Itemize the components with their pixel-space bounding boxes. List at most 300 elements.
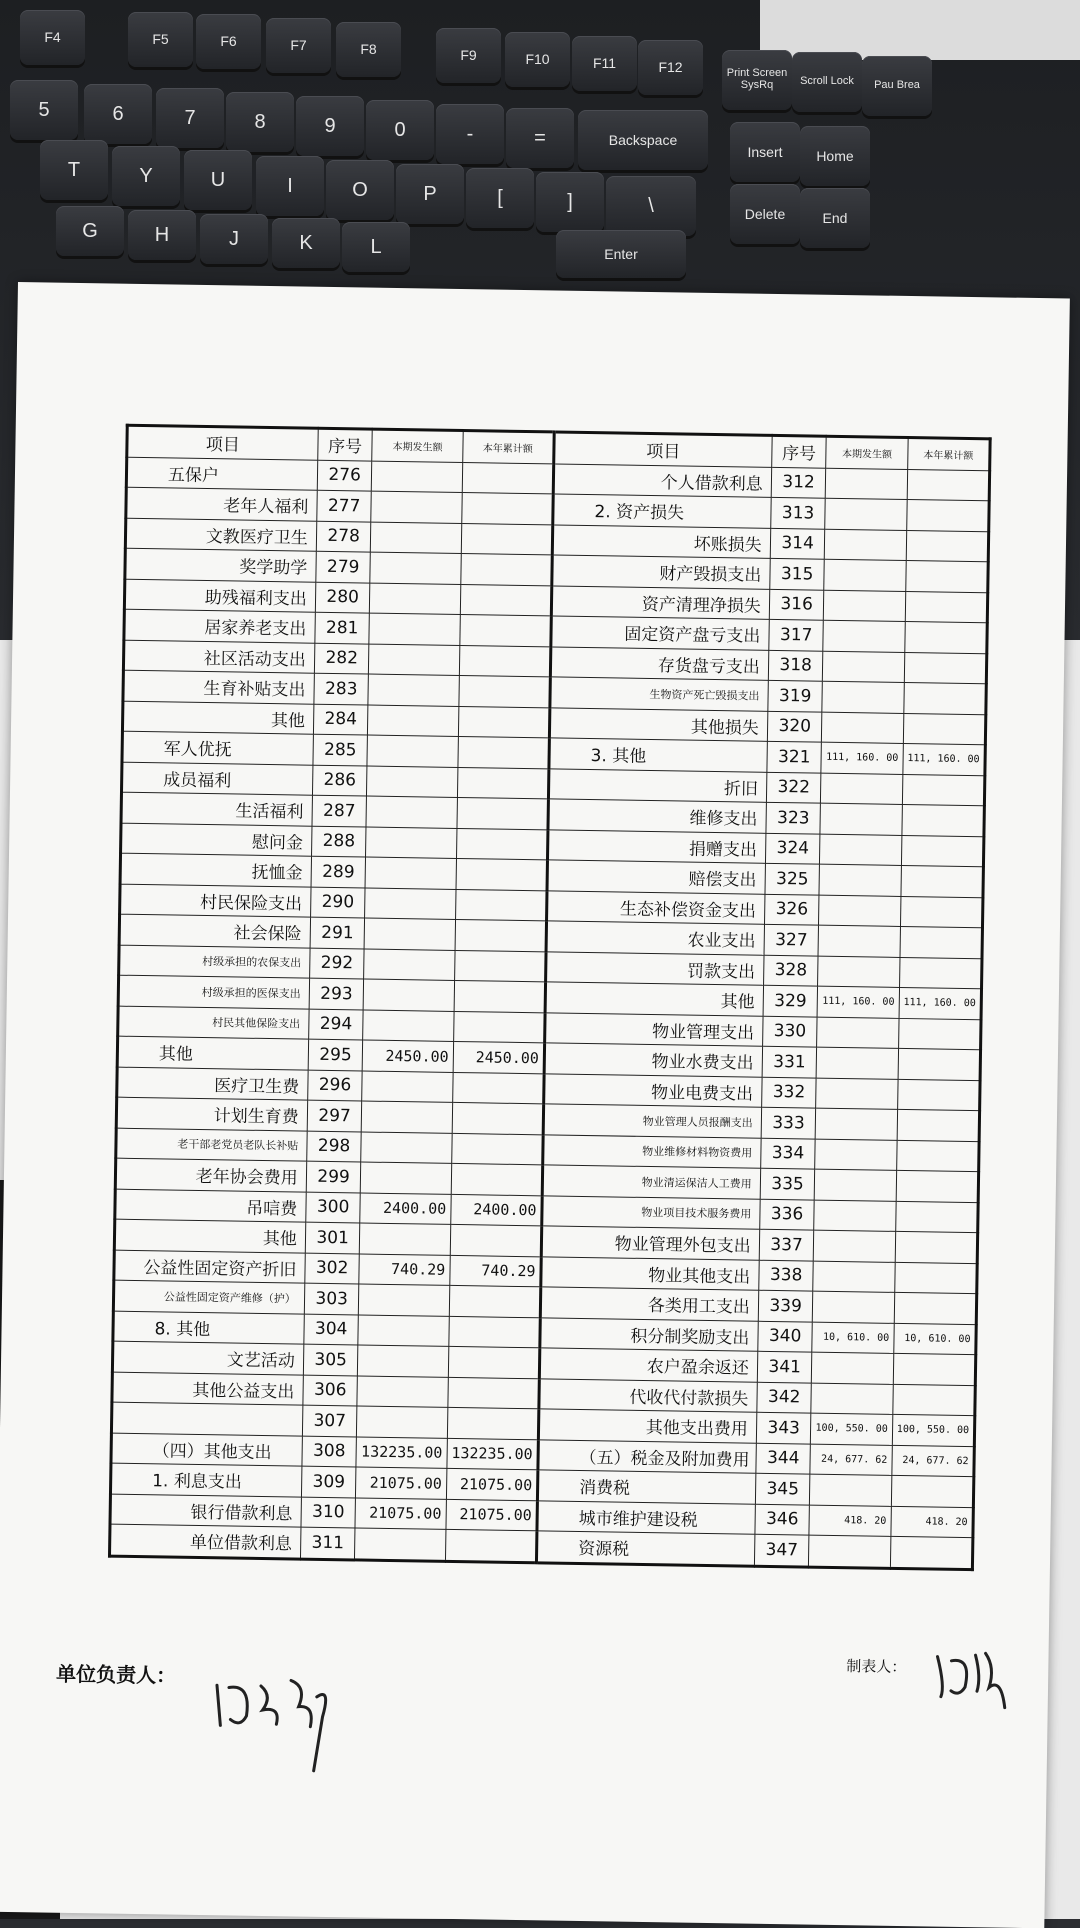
right-ytd-cell (904, 682, 987, 714)
right-current-cell (813, 1291, 895, 1323)
left-current-cell (369, 613, 460, 645)
key-9: 9 (296, 96, 364, 156)
key-scroll-lock: Scroll Lock (792, 52, 862, 112)
right-item-cell: 其他损失 (549, 707, 767, 741)
left-ytd-cell: 132235.00 (447, 1438, 539, 1470)
right-ytd-cell (903, 713, 986, 745)
left-item-cell: 1. 利息支出 (110, 1463, 301, 1496)
left-ytd-cell: 2400.00 (450, 1194, 542, 1226)
left-current-cell (355, 1528, 446, 1561)
left-seq-cell: 303 (304, 1283, 359, 1314)
left-ytd-cell (448, 1346, 540, 1378)
right-current-cell (821, 773, 903, 805)
left-seq-cell: 311 (300, 1527, 355, 1559)
key-f10: F10 (505, 32, 570, 87)
right-ytd-cell: 10, 610. 00 (893, 1323, 976, 1355)
responsible-signature (210, 1665, 352, 1777)
right-ytd-cell (906, 499, 989, 531)
right-item-cell: 生态补偿资金支出 (547, 890, 765, 924)
key-f9: F9 (436, 28, 501, 83)
left-ytd-cell (452, 1102, 544, 1134)
left-current-cell (366, 827, 457, 859)
left-ytd-cell (450, 1224, 542, 1256)
key-0: 0 (366, 100, 434, 160)
left-item-cell: 其他 (122, 701, 313, 734)
right-ytd-cell: 100, 550. 00 (892, 1414, 975, 1446)
left-ytd-cell (458, 736, 550, 768)
left-seq-cell: 295 (308, 1039, 363, 1070)
left-current-cell (361, 1162, 452, 1194)
responsible-label: 单位负责人： (55, 1661, 177, 1688)
right-current-cell (822, 712, 904, 744)
right-seq-cell: 314 (770, 528, 825, 559)
right-item-cell: 物业水费支出 (544, 1043, 762, 1077)
left-ytd-cell (455, 919, 547, 951)
left-item-cell: 村民其他保险支出 (118, 1006, 309, 1039)
left-current-cell (362, 1071, 453, 1103)
left-current-cell (363, 1010, 454, 1042)
right-seq-cell: 320 (767, 711, 822, 742)
right-ytd-cell (901, 865, 984, 897)
right-item-cell: 物业清运保洁人工费用 (542, 1165, 760, 1199)
left-current-cell (365, 888, 456, 920)
left-ytd-cell (462, 462, 554, 494)
left-current-cell (365, 857, 456, 889)
right-item-cell: 生物资产死亡毁损支出 (550, 677, 768, 711)
key-bracket-right: ] (536, 172, 604, 232)
right-current-cell (816, 1078, 898, 1110)
right-item-cell: 物业电费支出 (544, 1073, 762, 1107)
left-seq-cell: 293 (309, 978, 364, 1009)
right-ytd-cell (905, 560, 988, 592)
right-current-cell (817, 1017, 899, 1049)
right-ytd-cell (897, 1079, 980, 1111)
right-seq-cell: 312 (771, 467, 826, 498)
left-ytd-cell (459, 645, 551, 677)
key-enter: Enter (556, 230, 686, 278)
key-equals: = (506, 108, 574, 168)
right-ytd-cell (898, 1048, 981, 1080)
right-current-cell (819, 895, 901, 927)
left-seq-cell: 283 (314, 673, 369, 704)
left-ytd-cell: 21075.00 (446, 1468, 538, 1500)
key-f6: F6 (196, 14, 261, 69)
right-ytd-cell (899, 957, 982, 989)
left-item-cell: 公益性固定资产折旧 (114, 1250, 305, 1283)
key-home: Home (800, 126, 870, 186)
right-current-cell (822, 681, 904, 713)
right-current-cell (815, 1169, 897, 1201)
left-current-cell (361, 1132, 452, 1164)
key-l: L (342, 222, 410, 272)
right-seq-cell: 332 (761, 1077, 816, 1108)
right-current-cell: 111, 160. 00 (821, 742, 903, 774)
left-item-cell: 居家养老支出 (124, 609, 315, 642)
ledger-body (110, 425, 991, 1569)
right-item-cell: 资源税 (536, 1531, 754, 1566)
key-backspace: Backspace (578, 110, 708, 170)
right-ytd-cell (891, 1475, 974, 1507)
left-item-cell: 生活福利 (121, 792, 312, 825)
right-current-cell (818, 925, 900, 957)
left-current-cell (357, 1375, 448, 1407)
right-item-cell: 折旧 (548, 768, 766, 802)
left-item-cell: 老年协会费用 (115, 1158, 306, 1191)
left-ytd-cell (448, 1377, 540, 1409)
right-seq-cell: 330 (762, 1016, 817, 1047)
header-seq-right: 序号 (771, 435, 826, 467)
header-seq-left: 序号 (318, 428, 373, 460)
right-current-cell (812, 1352, 894, 1384)
left-ytd-cell (461, 553, 553, 585)
left-seq-cell: 297 (307, 1100, 362, 1131)
left-ytd-cell (462, 492, 554, 524)
left-item-cell: 老干部老党员老队长补贴 (116, 1128, 307, 1161)
left-item-cell: 助残福利支出 (124, 579, 315, 612)
right-seq-cell: 318 (768, 650, 823, 681)
key-k: K (272, 218, 340, 268)
right-seq-cell: 336 (760, 1199, 815, 1230)
left-ytd-cell (449, 1316, 541, 1348)
left-seq-cell: 306 (303, 1375, 358, 1406)
header-current-right: 本期发生额 (826, 436, 908, 469)
right-item-cell: 资产清理净损失 (551, 585, 769, 619)
key-5: 5 (10, 80, 78, 140)
left-current-cell (367, 766, 458, 798)
left-item-cell: 村级承担的农保支出 (119, 945, 310, 978)
key-delete: Delete (730, 184, 800, 244)
left-ytd-cell (457, 767, 549, 799)
right-item-cell: 物业项目技术服务费用 (542, 1195, 760, 1229)
right-seq-cell: 329 (763, 985, 818, 1016)
left-seq-cell: 305 (303, 1344, 358, 1375)
left-item-cell: 其他公益支出 (112, 1372, 303, 1405)
left-item-cell: 社区活动支出 (123, 640, 314, 673)
left-seq-cell: 304 (304, 1314, 359, 1345)
right-ytd-cell (895, 1231, 978, 1263)
right-item-cell: 物业其他支出 (541, 1256, 759, 1290)
left-current-cell (371, 491, 462, 523)
right-ytd-cell: 24, 677. 62 (892, 1445, 975, 1477)
left-current-cell: 2450.00 (363, 1040, 454, 1072)
left-ytd-cell (454, 950, 546, 982)
right-seq-cell: 342 (757, 1382, 812, 1413)
left-seq-cell: 298 (307, 1131, 362, 1162)
left-item-cell: 文艺活动 (112, 1341, 303, 1374)
right-item-cell: 财产毁损支出 (552, 555, 770, 589)
right-current-cell (820, 834, 902, 866)
left-ytd-cell (445, 1529, 537, 1562)
right-ytd-cell (893, 1384, 976, 1416)
left-current-cell (370, 583, 461, 615)
right-item-cell: 捐赠支出 (548, 829, 766, 863)
right-item-cell: 城市维护建设税 (537, 1500, 755, 1534)
key-o: O (326, 160, 394, 220)
right-ytd-cell: 418. 20 (891, 1506, 974, 1538)
left-seq-cell: 301 (305, 1222, 360, 1253)
right-item-cell: 物业管理支出 (545, 1012, 763, 1046)
right-seq-cell: 326 (764, 894, 819, 925)
right-ytd-cell (893, 1353, 976, 1385)
left-ytd-cell (455, 889, 547, 921)
right-seq-cell: 344 (756, 1443, 811, 1474)
key-f11: F11 (572, 36, 637, 91)
key-bracket-left: [ (466, 168, 534, 228)
key-end: End (800, 188, 870, 248)
right-item-cell: （五）税金及附加费用 (538, 1439, 756, 1473)
left-current-cell (371, 522, 462, 554)
left-seq-cell: 300 (306, 1192, 361, 1223)
right-current-cell (819, 864, 901, 896)
right-ytd-cell (900, 926, 983, 958)
left-item-cell: 老年人福利 (126, 487, 317, 520)
right-current-cell (814, 1200, 896, 1232)
header-item-left: 项目 (127, 425, 318, 459)
right-seq-cell: 335 (760, 1168, 815, 1199)
left-seq-cell: 279 (316, 551, 371, 582)
left-seq-cell: 282 (314, 643, 369, 674)
right-item-cell: 农户盈余返还 (539, 1348, 757, 1382)
right-current-cell (810, 1474, 892, 1506)
right-ytd-cell (902, 804, 985, 836)
left-current-cell (370, 552, 461, 584)
header-ytd-left: 本年累计额 (462, 431, 554, 464)
right-seq-cell: 347 (754, 1534, 809, 1566)
left-item-cell: 军人优抚 (122, 731, 313, 764)
right-item-cell: 罚款支出 (546, 951, 764, 985)
right-current-cell (813, 1261, 895, 1293)
right-item-cell: 其他 (545, 982, 763, 1016)
right-item-cell: 维修支出 (548, 799, 766, 833)
left-current-cell (358, 1314, 449, 1346)
header-ytd-right: 本年累计额 (907, 437, 990, 470)
left-item-cell: 银行借款利息 (110, 1494, 301, 1527)
left-item-cell: 社会保险 (119, 914, 310, 947)
left-current-cell (364, 949, 455, 981)
left-item-cell: 公益性固定资产维修（护） (113, 1280, 304, 1313)
right-ytd-cell (902, 774, 985, 806)
right-seq-cell: 317 (769, 619, 824, 650)
right-current-cell: 111, 160. 00 (818, 986, 900, 1018)
left-current-cell (357, 1406, 448, 1438)
right-seq-cell: 325 (765, 863, 820, 894)
key-f4: F4 (20, 10, 85, 65)
key-f7: F7 (266, 18, 331, 73)
right-seq-cell: 339 (758, 1290, 813, 1321)
key-f5: F5 (128, 12, 193, 67)
left-seq-cell: 310 (301, 1497, 356, 1528)
right-item-cell: 赔偿支出 (547, 860, 765, 894)
key-i: I (256, 156, 324, 216)
right-ytd-cell (890, 1536, 973, 1569)
left-current-cell (368, 674, 459, 706)
left-ytd-cell (454, 980, 546, 1012)
key-j: J (200, 214, 268, 264)
right-ytd-cell (895, 1201, 978, 1233)
left-item-cell: 奖学助学 (125, 548, 316, 581)
left-seq-cell: 299 (306, 1161, 361, 1192)
left-seq-cell: 281 (315, 612, 370, 643)
right-seq-cell: 324 (765, 833, 820, 864)
right-current-cell (815, 1139, 897, 1171)
right-seq-cell: 321 (767, 741, 822, 772)
right-item-cell: 积分制奖励支出 (540, 1317, 758, 1351)
right-current-cell (823, 651, 905, 683)
left-current-cell (368, 705, 459, 737)
left-current-cell: 21075.00 (355, 1497, 446, 1529)
left-current-cell (372, 461, 463, 493)
left-item-cell: 五保户 (126, 457, 317, 490)
right-ytd-cell (906, 530, 989, 562)
left-item-cell: 慰问金 (121, 823, 312, 856)
right-ytd-cell (894, 1292, 977, 1324)
left-seq-cell: 292 (309, 948, 364, 979)
left-ytd-cell (457, 797, 549, 829)
left-current-cell (358, 1345, 449, 1377)
left-item-cell: 其他 (114, 1219, 305, 1252)
left-item-cell: 其他 (117, 1036, 308, 1069)
right-current-cell (826, 468, 908, 500)
header-item-right: 项目 (554, 432, 772, 467)
right-current-cell (816, 1108, 898, 1140)
right-current-cell: 418. 20 (809, 1505, 891, 1537)
right-ytd-cell (907, 469, 990, 501)
right-seq-cell: 322 (766, 772, 821, 803)
key-print-screen: Print Screen SysRq (722, 50, 792, 110)
right-item-cell: 存货盘亏支出 (550, 646, 768, 680)
left-seq-cell: 307 (302, 1405, 357, 1436)
left-seq-cell: 284 (313, 704, 368, 735)
left-item-cell: 抚恤金 (120, 853, 311, 886)
left-item-cell: 计划生育费 (116, 1097, 307, 1130)
left-ytd-cell (447, 1407, 539, 1439)
left-item-cell: （四）其他支出 (111, 1433, 302, 1466)
right-item-cell: 代收代付款损失 (539, 1378, 757, 1412)
left-current-cell (362, 1101, 453, 1133)
left-ytd-cell (458, 706, 550, 738)
key-p: P (396, 164, 464, 224)
right-ytd-cell (900, 896, 983, 928)
right-current-cell (811, 1383, 893, 1415)
key-g: G (56, 206, 124, 256)
left-seq-cell: 302 (305, 1253, 360, 1284)
left-seq-cell: 278 (316, 521, 371, 552)
right-item-cell: 个人借款利息 (553, 463, 771, 497)
right-seq-cell: 315 (770, 558, 825, 589)
left-ytd-cell (451, 1163, 543, 1195)
right-seq-cell: 334 (760, 1138, 815, 1169)
right-seq-cell: 323 (766, 802, 821, 833)
key-8: 8 (226, 92, 294, 152)
left-item-cell: 村级承担的医保支出 (118, 975, 309, 1008)
right-item-cell: 其他支出费用 (538, 1409, 756, 1443)
expense-ledger-table (108, 424, 992, 1571)
preparer-label: 制表人： (846, 1657, 907, 1677)
left-seq-cell: 290 (310, 887, 365, 918)
right-seq-cell: 345 (755, 1473, 810, 1504)
right-item-cell: 固定资产盘亏支出 (551, 616, 769, 650)
left-seq-cell: 280 (315, 582, 370, 613)
left-ytd-cell (461, 523, 553, 555)
left-current-cell (369, 644, 460, 676)
left-seq-cell: 276 (317, 460, 372, 491)
preparer-signature (931, 1647, 1012, 1718)
right-seq-cell: 341 (757, 1351, 812, 1382)
right-current-cell (824, 559, 906, 591)
left-ytd-cell (453, 1011, 545, 1043)
left-item-cell (111, 1402, 302, 1435)
right-current-cell (825, 529, 907, 561)
left-ytd-cell: 21075.00 (446, 1499, 538, 1531)
key-7: 7 (156, 88, 224, 148)
key-f8: F8 (336, 22, 401, 77)
left-ytd-cell (460, 584, 552, 616)
right-ytd-cell: 111, 160. 00 (903, 743, 986, 775)
right-ytd-cell (905, 591, 988, 623)
left-seq-cell: 288 (311, 826, 366, 857)
left-seq-cell: 289 (311, 856, 366, 887)
key-h: H (128, 210, 196, 260)
left-seq-cell: 287 (312, 795, 367, 826)
right-item-cell: 物业管理外包支出 (541, 1226, 759, 1260)
right-ytd-cell (897, 1109, 980, 1141)
left-item-cell: 村民保险支出 (120, 884, 311, 917)
right-current-cell (823, 620, 905, 652)
right-ytd-cell: 111, 160. 00 (899, 987, 982, 1019)
left-item-cell: 文教医疗卫生 (125, 518, 316, 551)
left-current-cell (364, 979, 455, 1011)
right-seq-cell: 331 (762, 1046, 817, 1077)
right-item-cell: 农业支出 (546, 921, 764, 955)
right-item-cell: 2. 资产损失 (553, 494, 771, 528)
right-seq-cell: 328 (763, 955, 818, 986)
left-current-cell (359, 1284, 450, 1316)
key-y: Y (112, 146, 180, 206)
left-item-cell: 生育补贴支出 (123, 670, 314, 703)
left-seq-cell: 296 (307, 1070, 362, 1101)
right-ytd-cell (898, 1018, 981, 1050)
right-ytd-cell (904, 652, 987, 684)
right-seq-cell: 338 (759, 1260, 814, 1291)
right-item-cell: 各类用工支出 (540, 1287, 758, 1321)
right-ytd-cell (905, 621, 988, 653)
left-ytd-cell: 740.29 (450, 1255, 542, 1287)
right-seq-cell: 327 (764, 924, 819, 955)
left-item-cell: 成员福利 (121, 762, 312, 795)
left-current-cell: 132235.00 (356, 1436, 447, 1468)
key-f12: F12 (638, 40, 703, 95)
right-item-cell: 物业管理人员报酬支出 (543, 1104, 761, 1138)
right-ytd-cell (894, 1262, 977, 1294)
right-item-cell: 消费税 (537, 1470, 755, 1504)
key-t: T (40, 140, 108, 200)
left-ytd-cell (456, 858, 548, 890)
right-ytd-cell (896, 1140, 979, 1172)
right-seq-cell: 346 (755, 1504, 810, 1535)
right-item-cell: 坏账损失 (552, 524, 770, 558)
left-ytd-cell (460, 614, 552, 646)
right-seq-cell: 319 (768, 680, 823, 711)
left-ytd-cell (456, 828, 548, 860)
left-current-cell: 21075.00 (356, 1467, 447, 1499)
left-seq-cell: 291 (310, 917, 365, 948)
right-current-cell (824, 590, 906, 622)
right-current-cell: 100, 550. 00 (811, 1413, 893, 1445)
right-seq-cell: 340 (758, 1321, 813, 1352)
key-insert: Insert (730, 122, 800, 182)
right-seq-cell: 333 (761, 1107, 816, 1138)
right-seq-cell: 316 (769, 589, 824, 620)
